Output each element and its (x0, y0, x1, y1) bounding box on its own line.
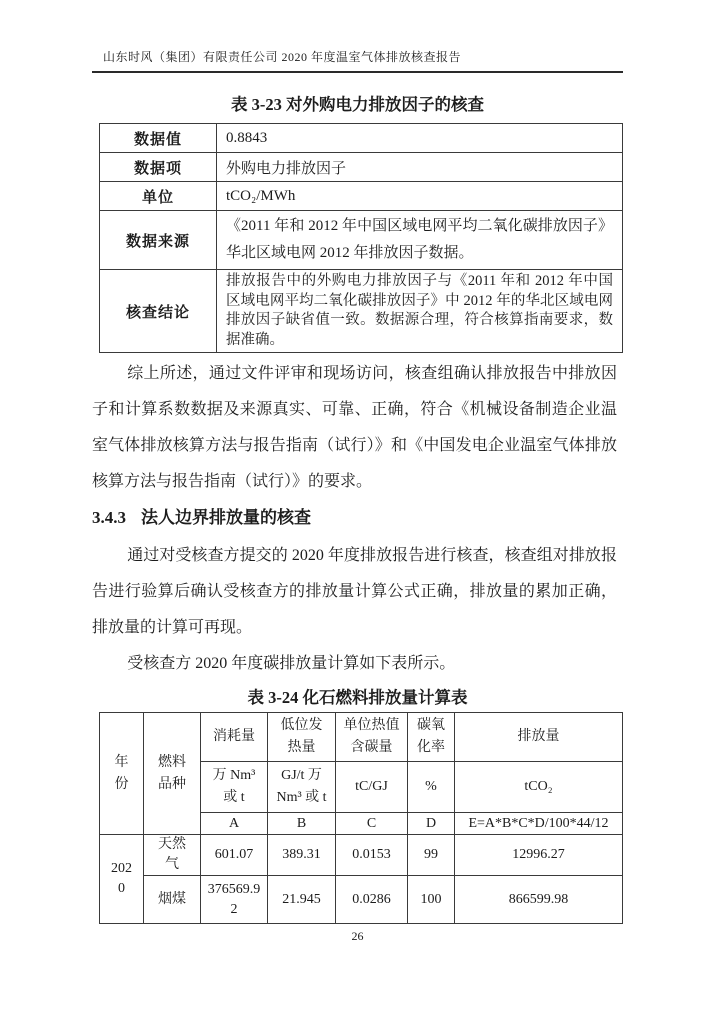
row-value-data-source: 《2011 年和 2012 年中国区域电网平均二氧化碳排放因子》华北区域电网 2012 年排放因子数据。 (217, 211, 623, 270)
table-3-24-caption: 表 3-24 化石燃料排放量计算表 (247, 688, 468, 707)
unit-oxidation-rate: % (408, 762, 455, 813)
section-heading-3-4-3 (92, 506, 623, 530)
col-header-ncv: 低位发 热量 (268, 713, 336, 762)
unit-emission: tCO₂ (455, 762, 623, 813)
section-number: 3.4.3 (92, 508, 126, 527)
table-row-data-item (100, 153, 623, 182)
col-header-emission: 排放量 (455, 713, 623, 762)
unit-carbon-content: tC/GJ (336, 762, 408, 813)
paragraph-table-intro: 受核查方 2020 年度碳排放量计算如下表所示。 (127, 655, 456, 672)
col-header-consumption: 消耗量 (201, 713, 268, 762)
unit-ncv: GJ/t 万 Nm³ 或 t (268, 762, 336, 813)
row-value-unit: tCO₂/MWh (217, 182, 623, 211)
cell-consumption: 376569.9 2 (201, 876, 268, 924)
unit-consumption: 万 Nm³ 或 t (201, 762, 268, 813)
letter-a: A (201, 813, 268, 835)
cell-emission: 866599.98 (455, 876, 623, 924)
data-row-natural-gas (100, 835, 623, 876)
cell-fuel: 天然 气 (144, 835, 201, 876)
cell-year: 202 0 (100, 835, 144, 924)
page-number: 26 (351, 929, 364, 943)
cell-oxidation-rate: 99 (408, 835, 455, 876)
cell-ncv: 389.31 (268, 835, 336, 876)
col-header-carbon-content: 单位热值 含碳量 (336, 713, 408, 762)
col-header-year: 年 份 (100, 713, 144, 835)
row-label-data-item: 数据项 (100, 153, 217, 182)
formula-e: E=A*B*C*D/100*44/12 (455, 813, 623, 835)
cell-oxidation-rate: 100 (408, 876, 455, 924)
page-content (92, 48, 623, 943)
data-row-coal (100, 876, 623, 924)
row-label-data-source: 数据来源 (100, 211, 217, 270)
letter-c: C (336, 813, 408, 835)
cell-carbon-content: 0.0153 (336, 835, 408, 876)
cell-carbon-content: 0.0286 (336, 876, 408, 924)
table-row-unit (100, 182, 623, 211)
col-header-oxidation-rate: 碳氧 化率 (408, 713, 455, 762)
col-header-fuel-type: 燃料 品种 (144, 713, 201, 835)
table-3-23-caption: 表 3-23 对外购电力排放因子的核查 (231, 95, 484, 114)
letter-d: D (408, 813, 455, 835)
row-value-data-item: 外购电力排放因子 (217, 153, 623, 182)
cell-fuel: 烟煤 (144, 876, 201, 924)
letter-b: B (268, 813, 336, 835)
cell-consumption: 601.07 (201, 835, 268, 876)
header-row-labels (100, 713, 623, 762)
row-label-verification-conclusion: 核查结论 (100, 270, 217, 353)
paragraph-summary: 综上所述，通过文件评审和现场访问，核查组确认排放报告中排放因子和计算系数数据及来源真实、可靠、正确，符合《机械设备制造企业温室气体排放核算方法与报告指南（试行）》和《中国发电企业温室气体排放核算方法与报告指南（试行）》的要求。 (92, 365, 617, 490)
cell-ncv: 21.945 (268, 876, 336, 924)
section-title: 法人边界排放量的核查 (141, 508, 311, 527)
table-row-verification-conclusion (100, 270, 623, 353)
table-row-data-source (100, 211, 623, 270)
table-3-23 (99, 123, 623, 353)
running-header-title: 山东时风（集团）有限责任公司 2020 年度温室气体排放核查报告 (103, 50, 462, 64)
row-label-unit: 单位 (100, 182, 217, 211)
row-value-verification-conclusion: 排放报告中的外购电力排放因子与《2011 年和 2012 年中国区域电网平均二氧化碳排放因子》中 2012 年的华北区域电网排放因子缺省值一致。数据源合理，符合核算指南要求，数据准确。 (217, 270, 623, 353)
cell-emission: 12996.27 (455, 835, 623, 876)
table-row-data-value (100, 124, 623, 153)
row-value-data-value: 0.8843 (217, 124, 623, 153)
paragraph-verification: 通过对受核查方提交的 2020 年度排放报告进行核查，核查组对排放报告进行验算后确认受核查方的排放量计算公式正确，排放量的累加正确，排放量的计算可再现。 (92, 547, 617, 636)
table-3-24 (99, 712, 623, 924)
row-label-data-value: 数据值 (100, 124, 217, 153)
running-header (92, 48, 623, 73)
